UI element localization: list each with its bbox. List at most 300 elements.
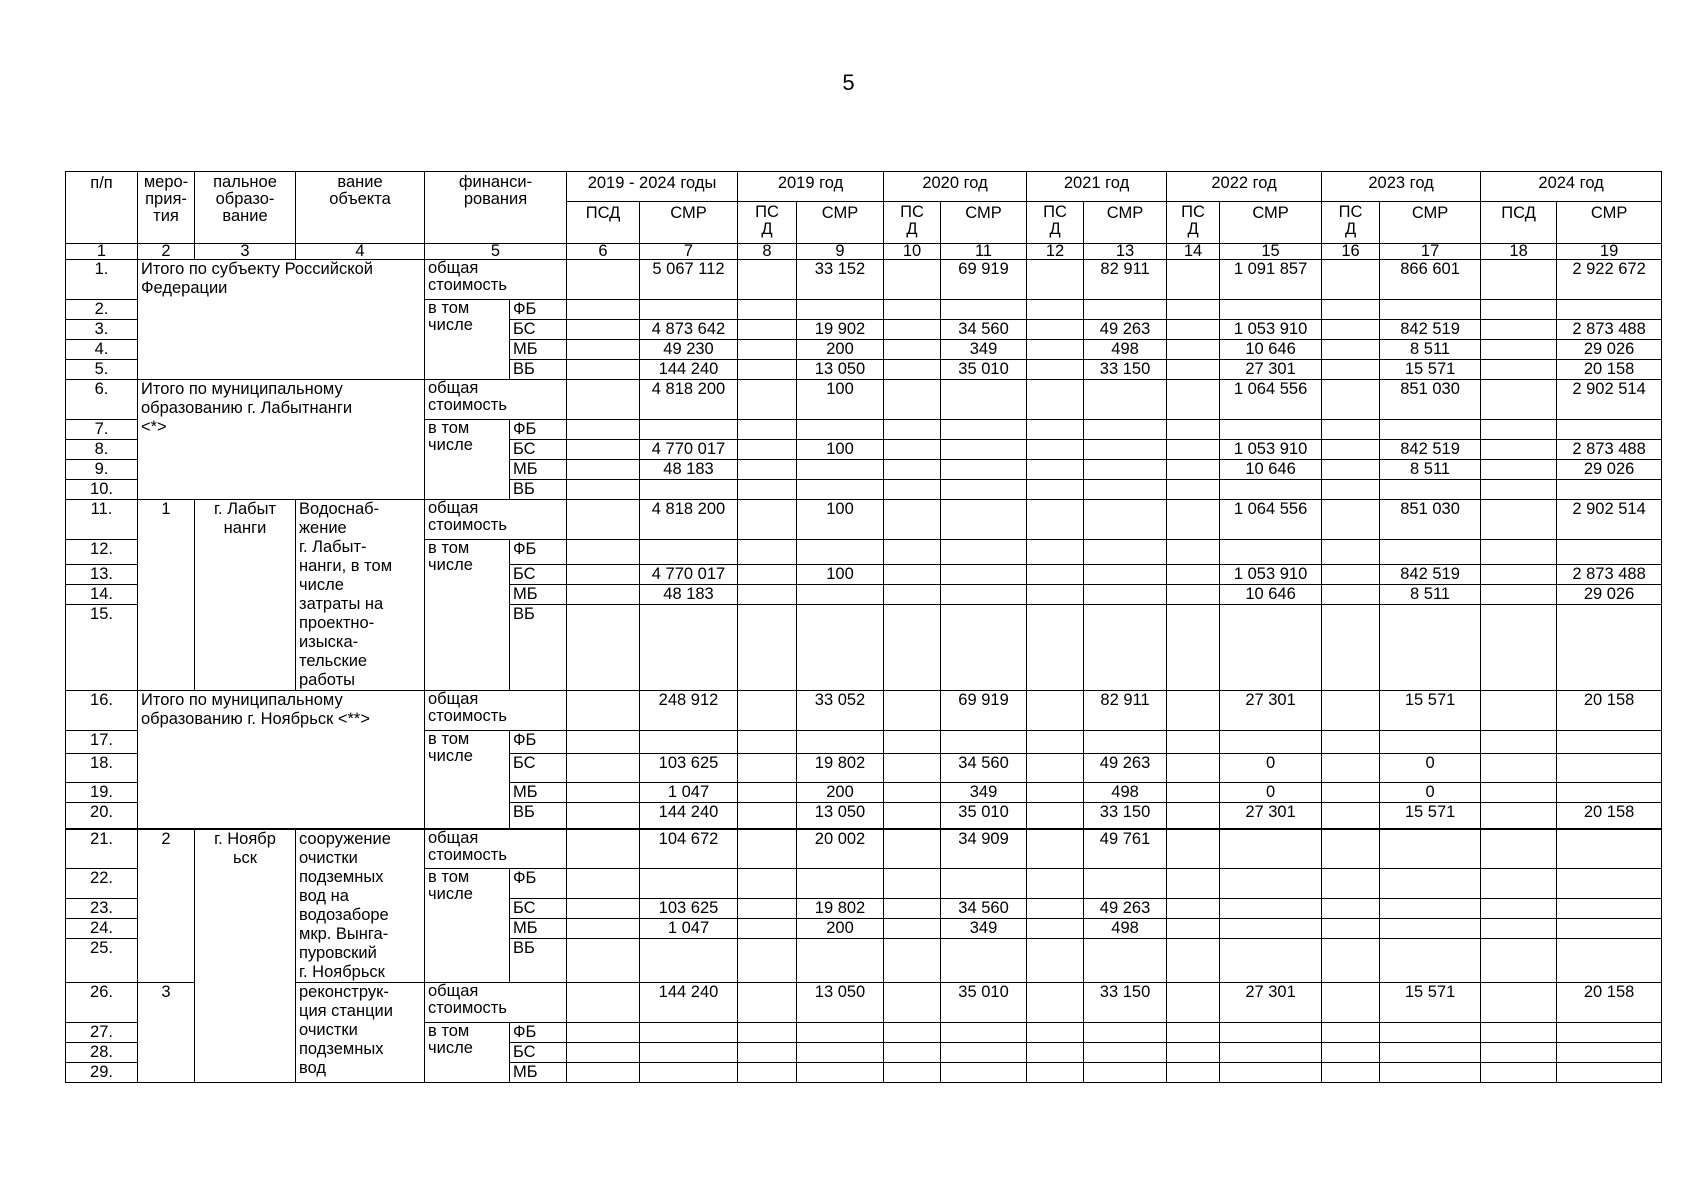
psd-cell <box>884 540 941 565</box>
psd-cell <box>738 300 797 320</box>
psd-cell <box>738 731 797 754</box>
psd-cell <box>567 260 640 300</box>
smr-value-y2024 <box>1557 1022 1662 1042</box>
smr-value-y2023: 842 519 <box>1380 565 1481 585</box>
column-number-row <box>66 244 1662 260</box>
psd-cell <box>1167 500 1220 540</box>
financing-source-fb: ФБ <box>510 420 567 440</box>
psd-cell <box>1481 1042 1557 1062</box>
psd-cell <box>1322 300 1380 320</box>
psd-cell <box>1167 803 1220 829</box>
header-cell-measure: меро- прия- тия <box>138 172 195 244</box>
psd-cell <box>1027 360 1084 380</box>
smr-value-y2020 <box>941 540 1027 565</box>
psd-cell <box>884 982 941 1022</box>
smr-value-total: 48 183 <box>640 460 738 480</box>
header-cell-smr: СМР <box>797 202 884 244</box>
header-cell-psd: ПС Д <box>738 202 797 244</box>
psd-cell <box>1322 585 1380 605</box>
smr-value-y2022 <box>1220 420 1322 440</box>
financing-source-mb: МБ <box>510 783 567 803</box>
smr-value-y2020 <box>941 420 1027 440</box>
psd-cell <box>1027 1062 1084 1082</box>
psd-cell <box>1167 918 1220 938</box>
column-number: 8 <box>738 244 797 260</box>
psd-cell <box>1322 440 1380 460</box>
psd-cell <box>1481 500 1557 540</box>
smr-value-total: 4 770 017 <box>640 565 738 585</box>
smr-value-y2020: 35 010 <box>941 360 1027 380</box>
smr-value-y2019 <box>797 540 884 565</box>
table-row <box>66 829 1662 869</box>
psd-cell <box>738 938 797 982</box>
smr-value-y2022 <box>1220 1042 1322 1062</box>
psd-cell <box>884 565 941 585</box>
smr-value-y2019 <box>797 1022 884 1042</box>
psd-cell <box>1027 803 1084 829</box>
smr-value-total: 103 625 <box>640 898 738 918</box>
financing-incl-label: в том числе <box>425 869 510 983</box>
header-cell-smr: СМР <box>1380 202 1481 244</box>
header-cell-2020: 2020 год <box>884 172 1027 202</box>
smr-value-y2019: 200 <box>797 918 884 938</box>
psd-cell <box>738 565 797 585</box>
financing-incl-label: в том числе <box>425 300 510 380</box>
psd-cell <box>1322 1042 1380 1062</box>
psd-cell <box>738 754 797 783</box>
smr-value-y2019: 13 050 <box>797 982 884 1022</box>
psd-cell <box>1167 480 1220 500</box>
psd-cell <box>1167 605 1220 691</box>
header-cell-smr: СМР <box>640 202 738 244</box>
financing-total-label: общая стоимость <box>425 380 567 420</box>
psd-cell <box>1027 585 1084 605</box>
psd-cell <box>884 829 941 869</box>
smr-value-y2020 <box>941 380 1027 420</box>
smr-value-total: 48 183 <box>640 585 738 605</box>
psd-cell <box>1167 540 1220 565</box>
psd-cell <box>567 731 640 754</box>
financing-table <box>65 171 1662 1083</box>
header-cell-2022: 2022 год <box>1167 172 1322 202</box>
smr-value-y2020 <box>941 480 1027 500</box>
row-number: 12. <box>66 540 138 565</box>
psd-cell <box>1481 440 1557 460</box>
header-cell-number: п/п <box>66 172 138 244</box>
smr-value-total <box>640 480 738 500</box>
financing-source-fb: ФБ <box>510 300 567 320</box>
psd-cell <box>1027 869 1084 899</box>
smr-value-y2024 <box>1557 918 1662 938</box>
smr-value-y2022: 0 <box>1220 783 1322 803</box>
row-number: 11. <box>66 500 138 540</box>
psd-cell <box>738 982 797 1022</box>
smr-value-y2022 <box>1220 938 1322 982</box>
psd-cell <box>1481 460 1557 480</box>
financing-source-vb: ВБ <box>510 360 567 380</box>
financing-source-mb: МБ <box>510 460 567 480</box>
header-cell-psd: ПС Д <box>1322 202 1380 244</box>
financing-total-label: общая стоимость <box>425 260 567 300</box>
financing-source-fb: ФБ <box>510 731 567 754</box>
page-number: 5 <box>842 70 855 95</box>
smr-value-y2022: 0 <box>1220 754 1322 783</box>
financing-source-fb: ФБ <box>510 540 567 565</box>
psd-cell <box>1027 754 1084 783</box>
group-label-noyabrsk-total: Итого по муниципальному образованию г. Ноябрьск <**> <box>138 691 425 829</box>
psd-cell <box>884 918 941 938</box>
psd-cell <box>1027 1042 1084 1062</box>
smr-value-y2019: 19 802 <box>797 754 884 783</box>
header-cell-object: вание объекта <box>296 172 425 244</box>
psd-cell <box>1322 803 1380 829</box>
psd-cell <box>1481 260 1557 300</box>
smr-value-y2022 <box>1220 869 1322 899</box>
financing-source-bs: БС <box>510 565 567 585</box>
smr-value-total: 4 818 200 <box>640 380 738 420</box>
smr-value-y2019: 200 <box>797 340 884 360</box>
column-number: 18 <box>1481 244 1557 260</box>
financing-source-mb: МБ <box>510 1062 567 1082</box>
object-name: Водоснаб- жение г. Лабыт- нанги, в том числе затраты на проектно- изыска- тельские работы <box>296 500 425 691</box>
psd-cell <box>884 500 941 540</box>
psd-cell <box>1322 898 1380 918</box>
psd-cell <box>567 982 640 1022</box>
psd-cell <box>1481 829 1557 869</box>
psd-cell <box>1167 260 1220 300</box>
smr-value-y2022: 1 053 910 <box>1220 320 1322 340</box>
psd-cell <box>884 731 941 754</box>
psd-cell <box>884 605 941 691</box>
psd-cell <box>567 754 640 783</box>
psd-cell <box>738 1042 797 1062</box>
smr-value-total: 103 625 <box>640 754 738 783</box>
smr-value-y2020 <box>941 585 1027 605</box>
psd-cell <box>1481 565 1557 585</box>
psd-cell <box>884 1062 941 1082</box>
row-number: 19. <box>66 783 138 803</box>
financing-incl-label: в том числе <box>425 731 510 829</box>
smr-value-y2019 <box>797 1042 884 1062</box>
smr-value-total: 144 240 <box>640 803 738 829</box>
smr-value-y2023: 8 511 <box>1380 460 1481 480</box>
psd-cell <box>1027 691 1084 731</box>
smr-value-y2019 <box>797 605 884 691</box>
smr-value-y2023 <box>1380 731 1481 754</box>
psd-cell <box>884 340 941 360</box>
smr-value-y2022 <box>1220 1022 1322 1042</box>
smr-value-y2023 <box>1380 829 1481 869</box>
smr-value-y2023 <box>1380 540 1481 565</box>
financing-source-mb: МБ <box>510 918 567 938</box>
smr-value-y2021 <box>1084 480 1167 500</box>
psd-cell <box>884 420 941 440</box>
smr-value-y2019: 33 052 <box>797 691 884 731</box>
smr-value-y2021: 49 263 <box>1084 754 1167 783</box>
smr-value-y2023 <box>1380 1042 1481 1062</box>
smr-value-y2022 <box>1220 731 1322 754</box>
smr-value-y2020 <box>941 565 1027 585</box>
municipality-name: г. Ноябр ьск <box>195 829 296 1083</box>
smr-value-y2022 <box>1220 300 1322 320</box>
psd-cell <box>567 420 640 440</box>
psd-cell <box>1322 918 1380 938</box>
psd-cell <box>738 420 797 440</box>
psd-cell <box>567 1062 640 1082</box>
smr-value-y2023 <box>1380 938 1481 982</box>
row-number: 27. <box>66 1022 138 1042</box>
smr-value-y2024: 20 158 <box>1557 803 1662 829</box>
psd-cell <box>1167 360 1220 380</box>
column-number: 16 <box>1322 244 1380 260</box>
financing-source-fb: ФБ <box>510 869 567 899</box>
smr-value-y2020: 349 <box>941 340 1027 360</box>
psd-cell <box>1027 540 1084 565</box>
psd-cell <box>1167 320 1220 340</box>
smr-value-y2021: 498 <box>1084 340 1167 360</box>
smr-value-y2020 <box>941 1062 1027 1082</box>
row-number: 21. <box>66 829 138 869</box>
psd-cell <box>884 869 941 899</box>
header-cell-psd: ПСД <box>567 202 640 244</box>
group-label-labytnangi-total: Итого по муниципальному образованию г. Лабытнанги <*> <box>138 380 425 500</box>
row-number: 22. <box>66 869 138 899</box>
column-number: 6 <box>567 244 640 260</box>
smr-value-y2022 <box>1220 829 1322 869</box>
smr-value-y2024 <box>1557 1042 1662 1062</box>
row-number: 9. <box>66 460 138 480</box>
header-cell-smr: СМР <box>941 202 1027 244</box>
smr-value-y2024 <box>1557 783 1662 803</box>
psd-cell <box>1322 783 1380 803</box>
smr-value-total <box>640 1062 738 1082</box>
smr-value-y2020: 34 909 <box>941 829 1027 869</box>
psd-cell <box>1481 982 1557 1022</box>
smr-value-total <box>640 300 738 320</box>
smr-value-y2019: 19 902 <box>797 320 884 340</box>
psd-cell <box>884 938 941 982</box>
psd-cell <box>1322 360 1380 380</box>
smr-value-y2024 <box>1557 938 1662 982</box>
smr-value-y2020 <box>941 460 1027 480</box>
row-number: 8. <box>66 440 138 460</box>
smr-value-y2021 <box>1084 420 1167 440</box>
smr-value-y2022: 27 301 <box>1220 803 1322 829</box>
psd-cell <box>1027 565 1084 585</box>
psd-cell <box>567 1022 640 1042</box>
smr-value-y2020 <box>941 1022 1027 1042</box>
smr-value-y2024: 29 026 <box>1557 340 1662 360</box>
smr-value-y2023 <box>1380 1062 1481 1082</box>
smr-value-y2022: 1 091 857 <box>1220 260 1322 300</box>
column-number: 1 <box>66 244 138 260</box>
financing-incl-label: в том числе <box>425 540 510 691</box>
measure-number: 2 <box>138 829 195 983</box>
object-name: реконструк- ция станции очистки подземных вод <box>296 982 425 1082</box>
smr-value-total: 1 047 <box>640 783 738 803</box>
smr-value-y2021: 33 150 <box>1084 982 1167 1022</box>
column-number: 9 <box>797 244 884 260</box>
smr-value-y2024 <box>1557 829 1662 869</box>
psd-cell <box>738 1062 797 1082</box>
smr-value-y2023 <box>1380 300 1481 320</box>
smr-value-y2020 <box>941 869 1027 899</box>
smr-value-y2019: 13 050 <box>797 360 884 380</box>
psd-cell <box>1322 754 1380 783</box>
smr-value-y2024: 20 158 <box>1557 691 1662 731</box>
psd-cell <box>1167 869 1220 899</box>
smr-value-y2024 <box>1557 898 1662 918</box>
psd-cell <box>567 605 640 691</box>
financing-source-vb: ВБ <box>510 803 567 829</box>
header-cell-psd: ПСД <box>1481 202 1557 244</box>
financing-total-label: общая стоимость <box>425 500 567 540</box>
smr-value-y2021: 498 <box>1084 783 1167 803</box>
smr-value-total: 5 067 112 <box>640 260 738 300</box>
psd-cell <box>1027 500 1084 540</box>
table-row <box>66 380 1662 420</box>
smr-value-y2021 <box>1084 1042 1167 1062</box>
psd-cell <box>1322 605 1380 691</box>
psd-cell <box>567 460 640 480</box>
psd-cell <box>1027 918 1084 938</box>
smr-value-y2022: 1 064 556 <box>1220 380 1322 420</box>
table-row <box>66 500 1662 540</box>
smr-value-y2024 <box>1557 480 1662 500</box>
smr-value-y2024 <box>1557 754 1662 783</box>
psd-cell <box>738 380 797 420</box>
psd-cell <box>1027 731 1084 754</box>
psd-cell <box>1322 731 1380 754</box>
psd-cell <box>884 691 941 731</box>
smr-value-y2020: 349 <box>941 918 1027 938</box>
psd-cell <box>567 803 640 829</box>
financing-total-label: общая стоимость <box>425 982 567 1022</box>
psd-cell <box>567 918 640 938</box>
smr-value-y2024: 2 902 514 <box>1557 500 1662 540</box>
smr-value-y2023: 842 519 <box>1380 440 1481 460</box>
psd-cell <box>738 360 797 380</box>
psd-cell <box>738 460 797 480</box>
row-number: 17. <box>66 731 138 754</box>
psd-cell <box>1167 460 1220 480</box>
smr-value-y2024 <box>1557 731 1662 754</box>
row-number: 15. <box>66 605 138 691</box>
psd-cell <box>738 829 797 869</box>
financing-incl-label: в том числе <box>425 1022 510 1082</box>
column-number: 14 <box>1167 244 1220 260</box>
psd-cell <box>1481 480 1557 500</box>
psd-cell <box>1481 1062 1557 1082</box>
financing-source-bs: БС <box>510 440 567 460</box>
smr-value-y2019: 200 <box>797 783 884 803</box>
psd-cell <box>1322 982 1380 1022</box>
psd-cell <box>1481 585 1557 605</box>
smr-value-y2024 <box>1557 869 1662 899</box>
header-cell-psd: ПС Д <box>1027 202 1084 244</box>
header-cell-smr: СМР <box>1220 202 1322 244</box>
column-number: 19 <box>1557 244 1662 260</box>
psd-cell <box>1481 731 1557 754</box>
smr-value-y2021 <box>1084 300 1167 320</box>
row-number: 29. <box>66 1062 138 1082</box>
smr-value-y2021 <box>1084 869 1167 899</box>
smr-value-y2023 <box>1380 605 1481 691</box>
smr-value-y2022 <box>1220 540 1322 565</box>
row-number: 20. <box>66 803 138 829</box>
financing-total-label: общая стоимость <box>425 829 567 869</box>
psd-cell <box>738 480 797 500</box>
psd-cell <box>884 380 941 420</box>
psd-cell <box>567 691 640 731</box>
psd-cell <box>1322 480 1380 500</box>
smr-value-total <box>640 938 738 982</box>
psd-cell <box>1167 1062 1220 1082</box>
financing-source-bs: БС <box>510 1042 567 1062</box>
smr-value-y2022: 1 053 910 <box>1220 440 1322 460</box>
psd-cell <box>1481 898 1557 918</box>
psd-cell <box>884 803 941 829</box>
smr-value-y2020 <box>941 1042 1027 1062</box>
smr-value-y2023: 15 571 <box>1380 803 1481 829</box>
smr-value-total <box>640 869 738 899</box>
psd-cell <box>1167 783 1220 803</box>
smr-value-total <box>640 1022 738 1042</box>
psd-cell <box>1027 982 1084 1022</box>
smr-value-y2021 <box>1084 460 1167 480</box>
column-number: 5 <box>425 244 567 260</box>
row-number: 14. <box>66 585 138 605</box>
psd-cell <box>1481 783 1557 803</box>
psd-cell <box>738 1022 797 1042</box>
smr-value-y2020: 69 919 <box>941 691 1027 731</box>
psd-cell <box>1322 869 1380 899</box>
smr-value-y2020: 34 560 <box>941 898 1027 918</box>
psd-cell <box>1481 540 1557 565</box>
psd-cell <box>567 585 640 605</box>
smr-value-y2021 <box>1084 605 1167 691</box>
smr-value-y2021: 49 263 <box>1084 898 1167 918</box>
smr-value-y2021: 49 761 <box>1084 829 1167 869</box>
smr-value-y2021 <box>1084 500 1167 540</box>
smr-value-y2023 <box>1380 869 1481 899</box>
psd-cell <box>1481 340 1557 360</box>
psd-cell <box>884 360 941 380</box>
row-number: 13. <box>66 565 138 585</box>
column-number: 12 <box>1027 244 1084 260</box>
psd-cell <box>1027 460 1084 480</box>
row-number: 4. <box>66 340 138 360</box>
header-cell-period: 2019 - 2024 годы <box>567 172 738 202</box>
psd-cell <box>1167 300 1220 320</box>
financing-source-mb: МБ <box>510 340 567 360</box>
smr-value-y2019 <box>797 460 884 480</box>
smr-value-y2023: 15 571 <box>1380 360 1481 380</box>
smr-value-y2023: 15 571 <box>1380 691 1481 731</box>
psd-cell <box>567 540 640 565</box>
row-number: 25. <box>66 938 138 982</box>
psd-cell <box>567 1042 640 1062</box>
smr-value-y2019 <box>797 1062 884 1082</box>
header-cell-psd: ПС Д <box>884 202 941 244</box>
psd-cell <box>567 829 640 869</box>
smr-value-y2023 <box>1380 420 1481 440</box>
smr-value-y2019 <box>797 420 884 440</box>
smr-value-y2021: 33 150 <box>1084 360 1167 380</box>
smr-value-y2022: 10 646 <box>1220 340 1322 360</box>
psd-cell <box>738 869 797 899</box>
financing-source-vb: ВБ <box>510 938 567 982</box>
